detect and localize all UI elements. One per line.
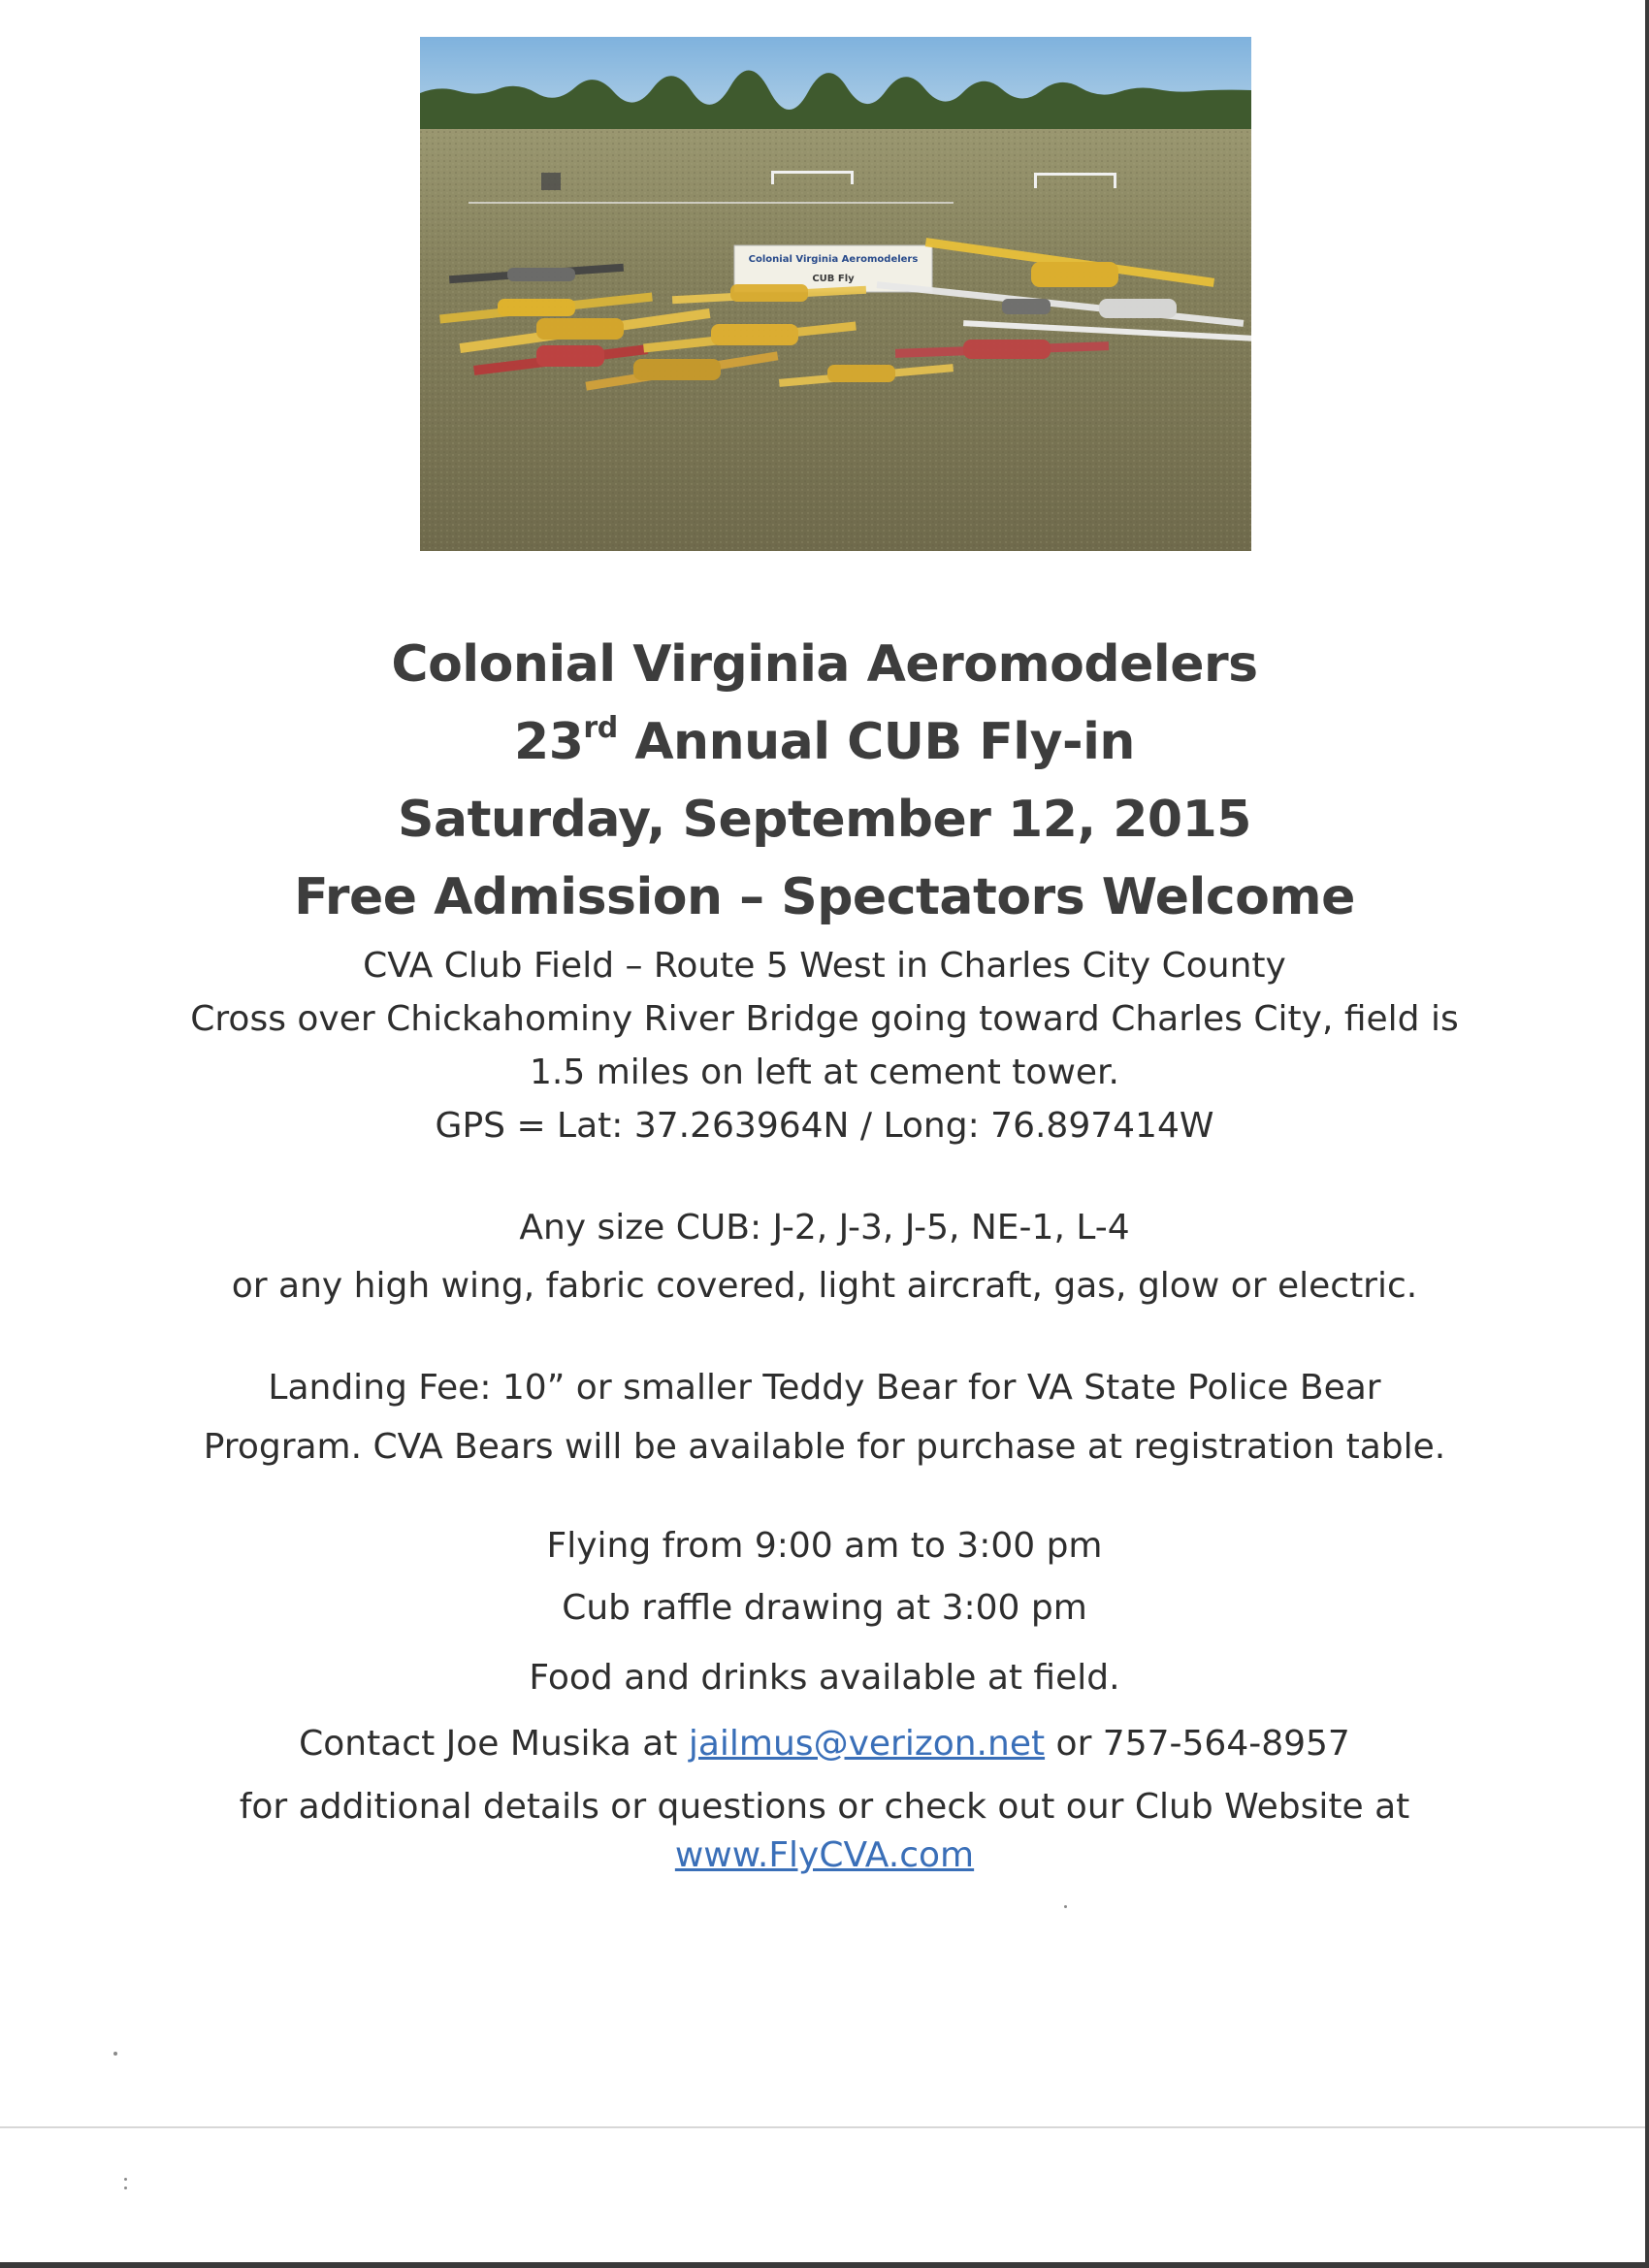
scan-speck [124,2187,127,2189]
aircraft-block [0,1199,1649,1315]
scan-fold-line [0,2126,1649,2128]
location-line-3: 1.5 miles on left at cement tower. [530,1053,1119,1092]
club-name: Colonial Virginia Aeromodelers [391,635,1258,694]
email-link[interactable]: jailmus@verizon.net [688,1724,1046,1764]
food-note: Food and drinks available at field. [529,1658,1120,1698]
event-photo [420,37,1251,551]
event-title [0,703,1649,781]
location-line-1: CVA Club Field – Route 5 West in Charles City County [363,946,1286,986]
banner-text-line1: Colonial Virginia Aeromodelers [748,254,919,265]
raffle-time: Cub raffle drawing at 3:00 pm [562,1588,1087,1628]
landing-fee-line-2: Program. CVA Bears will be available for purchase at registration table. [203,1427,1446,1467]
event-ordinal-number: 23 [514,713,584,771]
schedule-block [0,1515,1649,1709]
scan-speck [1064,1905,1067,1908]
aircraft-line-1: Any size CUB: J-2, J-3, J-5, NE-1, L-4 [519,1208,1130,1247]
event-date: Saturday, September 12, 2015 [398,791,1251,849]
location-line-2: Cross over Chickahominy River Bridge going toward Charles City, field is [190,999,1459,1039]
contact-line [0,1715,1649,1773]
location-block [0,939,1649,1152]
gps-coordinates: GPS = Lat: 37.263964N / Long: 76.897414W [435,1106,1214,1146]
contact-details: for additional details or questions or check out our Club Website at [239,1787,1410,1827]
scan-speck [113,2052,117,2056]
scan-edge-bottom [0,2262,1649,2268]
website-link[interactable]: www.FlyCVA.com [674,1835,975,1875]
aircraft-line-2: or any high wing, fabric covered, light aircraft, gas, glow or electric. [231,1266,1418,1306]
scan-speck [124,2178,127,2181]
event-name: Annual CUB Fly-in [634,713,1135,771]
contact-prefix: Contact Joe Musika at [299,1724,689,1764]
flying-hours: Flying from 9:00 am to 3:00 pm [546,1526,1103,1566]
admission-note: Free Admission – Spectators Welcome [294,868,1355,926]
landing-fee-line-1: Landing Fee: 10” or smaller Teddy Bear for VA State Police Bear [268,1368,1381,1408]
contact-block [0,1715,1649,1880]
scan-edge-right [1645,0,1649,2268]
contact-phone: or 757-564-8957 [1045,1724,1350,1764]
banner-text-line2: CUB Fly [812,274,855,284]
event-ordinal-suffix: rd [583,711,618,745]
landing-fee-block [0,1358,1649,1476]
headline-block [0,626,1649,936]
